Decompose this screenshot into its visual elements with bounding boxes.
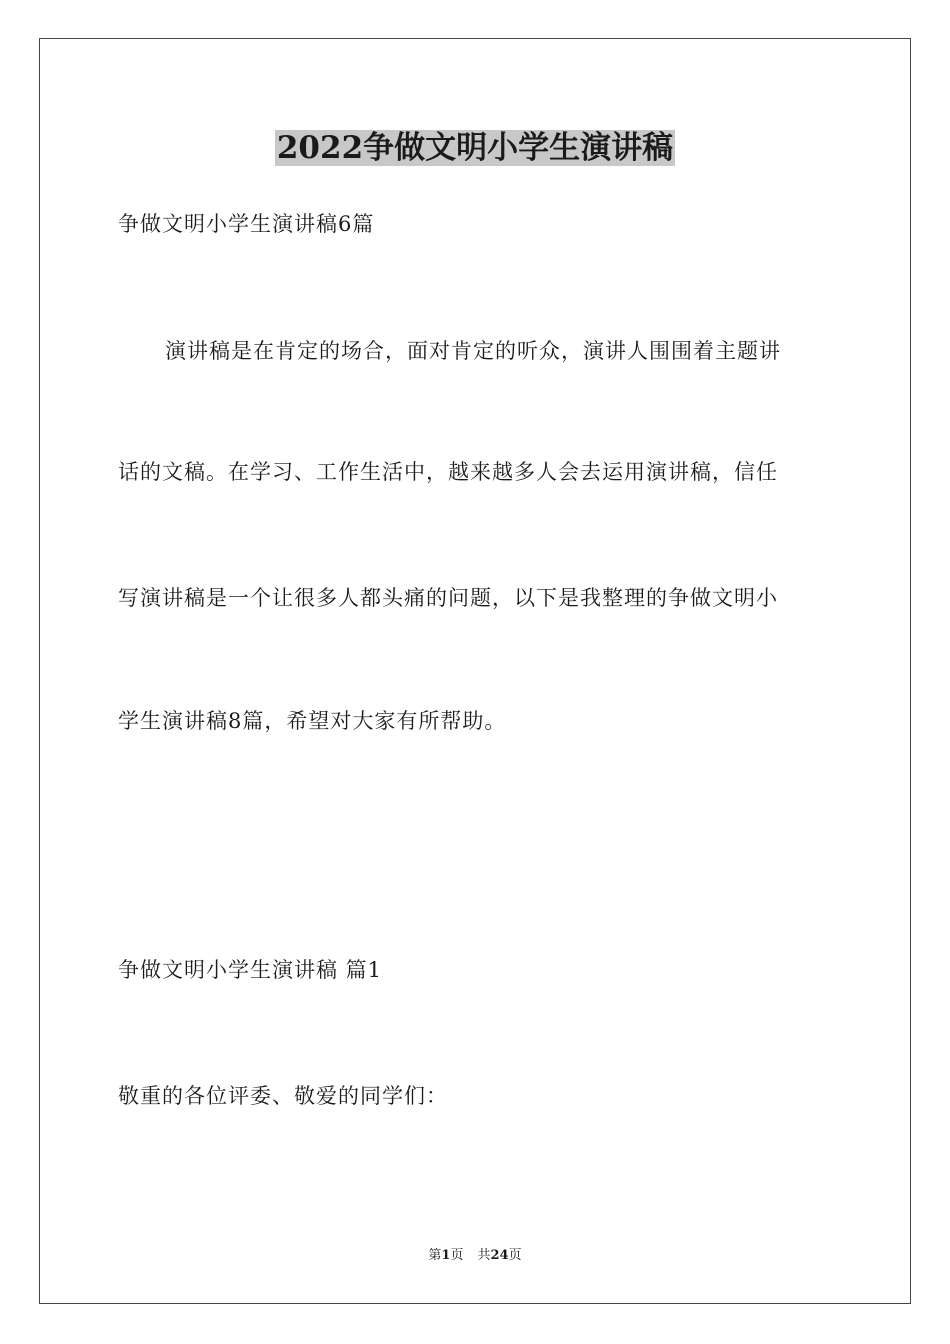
intro-line-1: 演讲稿是在肯定的场合，面对肯定的听众，演讲人围围着主题讲 xyxy=(165,339,781,363)
salutation: 敬重的各位评委、敬爱的同学们： xyxy=(118,1084,448,1108)
footer-page-suffix: 页 xyxy=(450,1248,464,1263)
footer-page-number: 1 xyxy=(441,1248,451,1263)
page-footer xyxy=(0,1247,950,1265)
footer-total-prefix: 共 xyxy=(477,1248,491,1263)
intro-line-3: 写演讲稿是一个让很多人都头痛的问题，以下是我整理的争做文明小 xyxy=(118,586,778,610)
document-title-text: 2022争做文明小学生演讲稿 xyxy=(276,130,674,166)
intro-line-4: 学生演讲稿8篇，希望对大家有所帮助。 xyxy=(118,709,507,733)
document-subtitle: 争做文明小学生演讲稿6篇 xyxy=(118,212,375,236)
footer-page-prefix: 第 xyxy=(428,1248,442,1263)
section-heading: 争做文明小学生演讲稿 篇1 xyxy=(118,958,383,982)
footer-total-suffix: 页 xyxy=(508,1248,522,1263)
document-title xyxy=(0,128,950,168)
intro-line-2: 话的文稿。在学习、工作生活中，越来越多人会去运用演讲稿，信任 xyxy=(118,460,778,484)
footer-total-pages: 24 xyxy=(490,1248,509,1263)
